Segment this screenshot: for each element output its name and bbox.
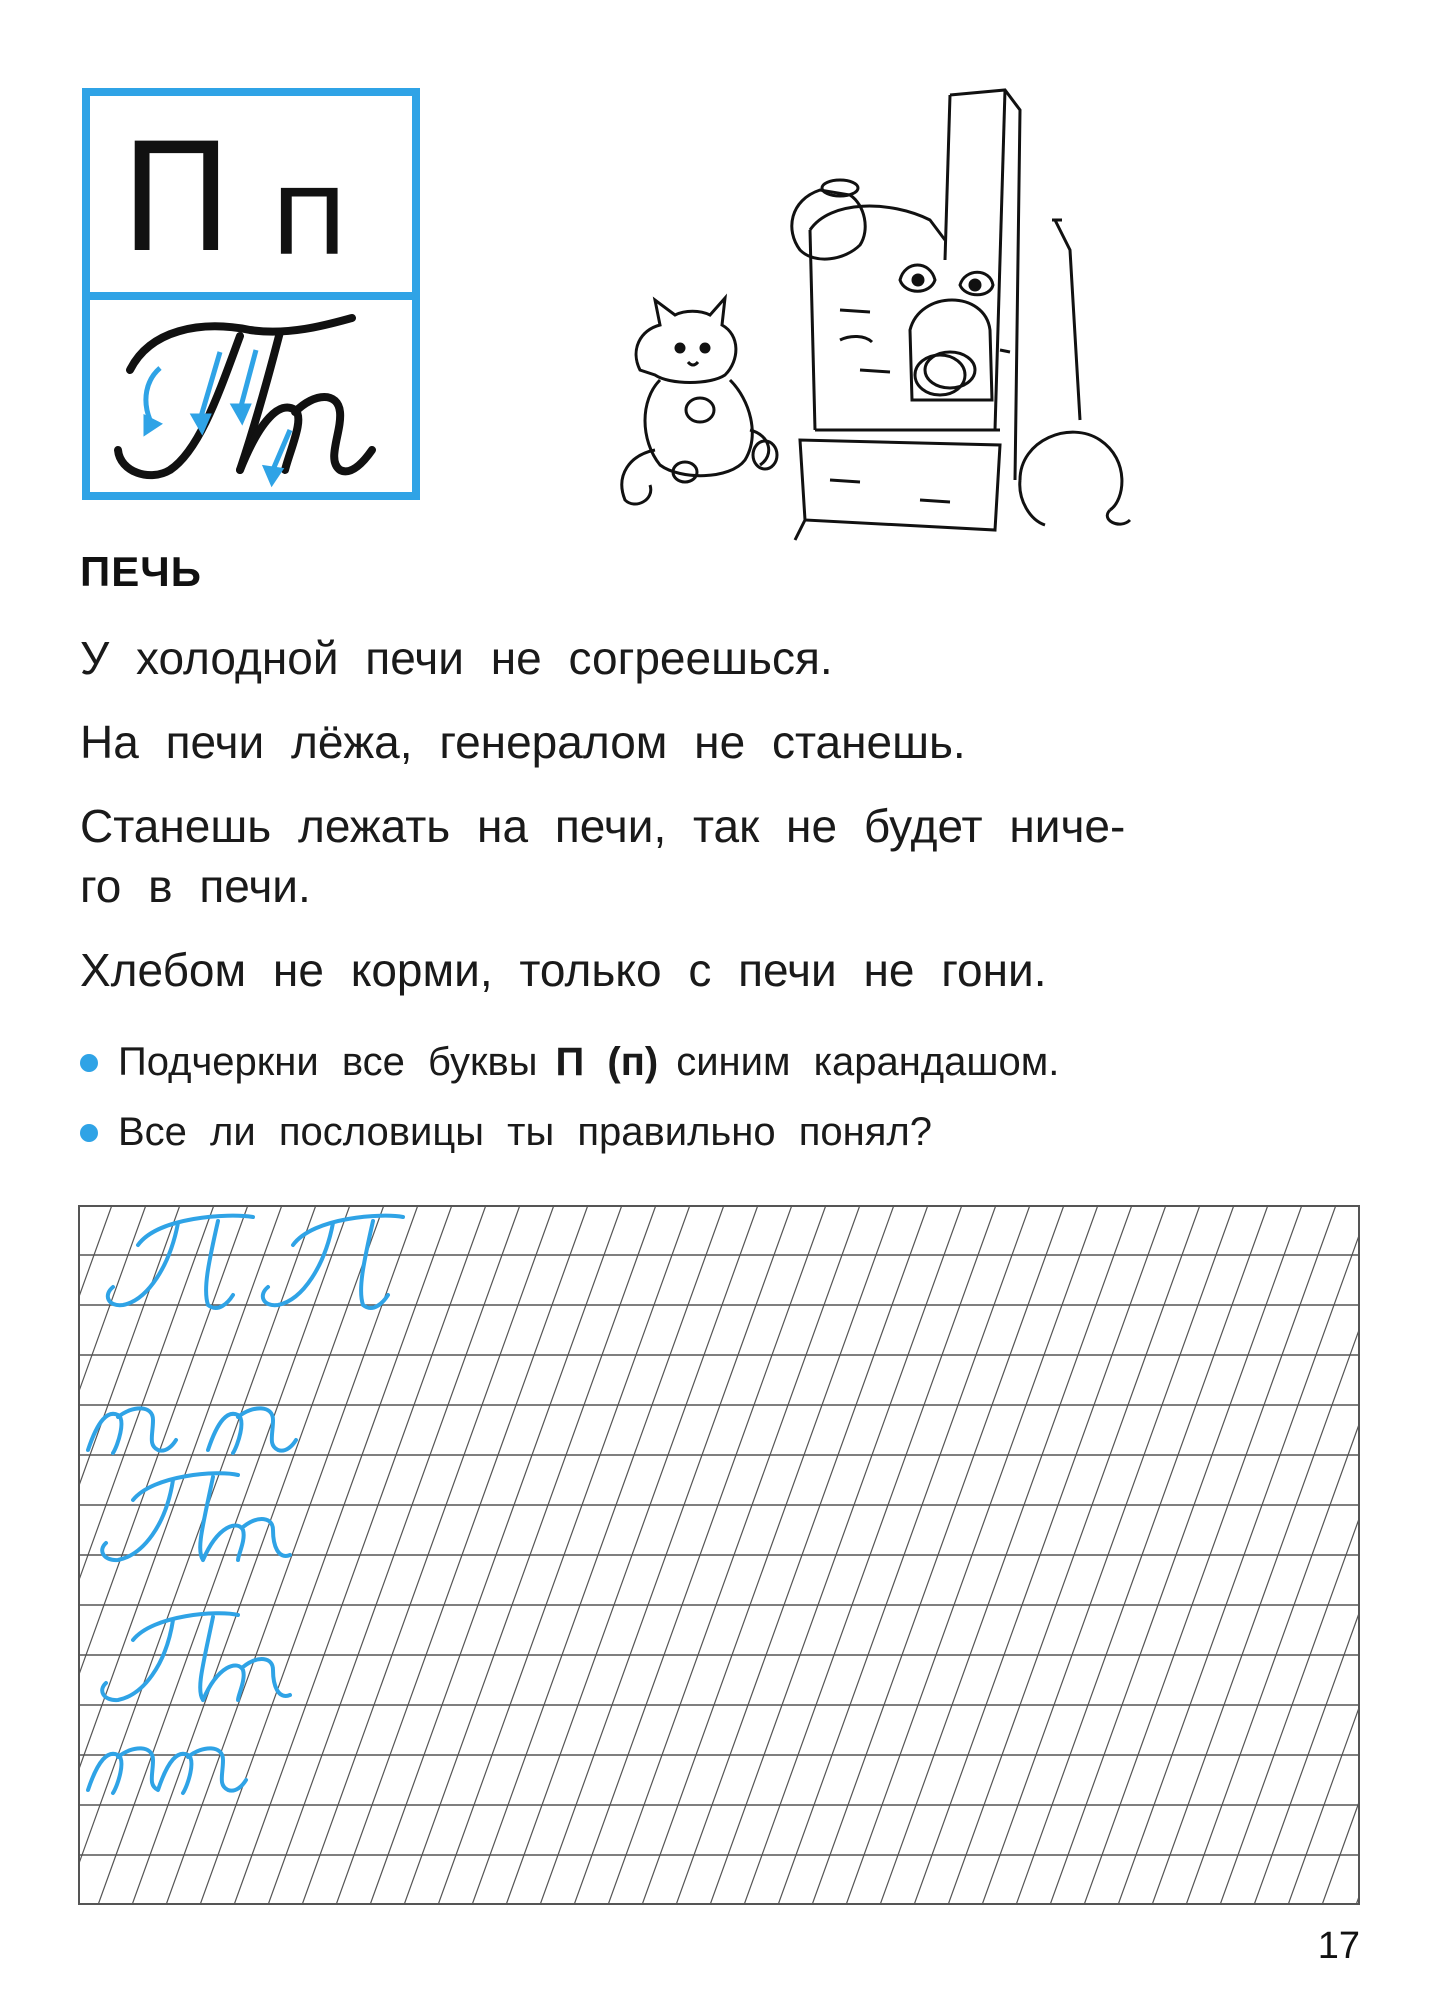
- sample-pp-1: [102, 1473, 290, 1560]
- stove-body: [795, 90, 1020, 540]
- task-1: [80, 1040, 1059, 1085]
- letter-card: [82, 88, 420, 500]
- proverb-3-line-1: Станешь лежать на печи, так не будет ниче-: [80, 800, 1126, 852]
- stove-illustration: [600, 80, 1220, 570]
- bullet-icon: [80, 1124, 98, 1142]
- sample-lower-p-2: [208, 1408, 296, 1453]
- proverb-2: На печи лёжа, генералом не станешь.: [80, 716, 966, 768]
- cat-illustration: [622, 298, 777, 504]
- grid-lines: [78, 1205, 1360, 1905]
- page-number: 17: [1317, 1925, 1360, 1967]
- bullet-icon: [80, 1054, 98, 1072]
- page-title: ПЕЧЬ: [80, 548, 202, 595]
- task-2-text: Все ли пословицы ты правильно понял?: [118, 1110, 932, 1154]
- handwriting-practice-grid[interactable]: [78, 1205, 1360, 1905]
- task-2: [80, 1110, 932, 1155]
- task-1-bold: П (п): [555, 1040, 659, 1084]
- proverb-4: Хлебом не корми, только с печи не гони.: [80, 944, 1047, 996]
- sample-capital-p-1: [108, 1216, 253, 1308]
- task-1-text-after: синим карандашом.: [676, 1040, 1060, 1084]
- proverb-3-line-2: го в печи.: [80, 860, 311, 912]
- card-divider: [90, 292, 412, 300]
- print-letters: [110, 114, 410, 284]
- pot-illustration: [792, 180, 865, 259]
- print-uppercase-letter: П: [120, 112, 233, 286]
- sample-lower-p-1: [88, 1408, 176, 1453]
- poker-illustration: [1020, 220, 1130, 525]
- proverb-1: У холодной печи не согреешься.: [80, 632, 833, 684]
- task-1-text-before: Подчеркни все буквы: [118, 1040, 538, 1084]
- script-letters-icon: [90, 300, 412, 492]
- print-lowercase-letter: п: [270, 144, 349, 283]
